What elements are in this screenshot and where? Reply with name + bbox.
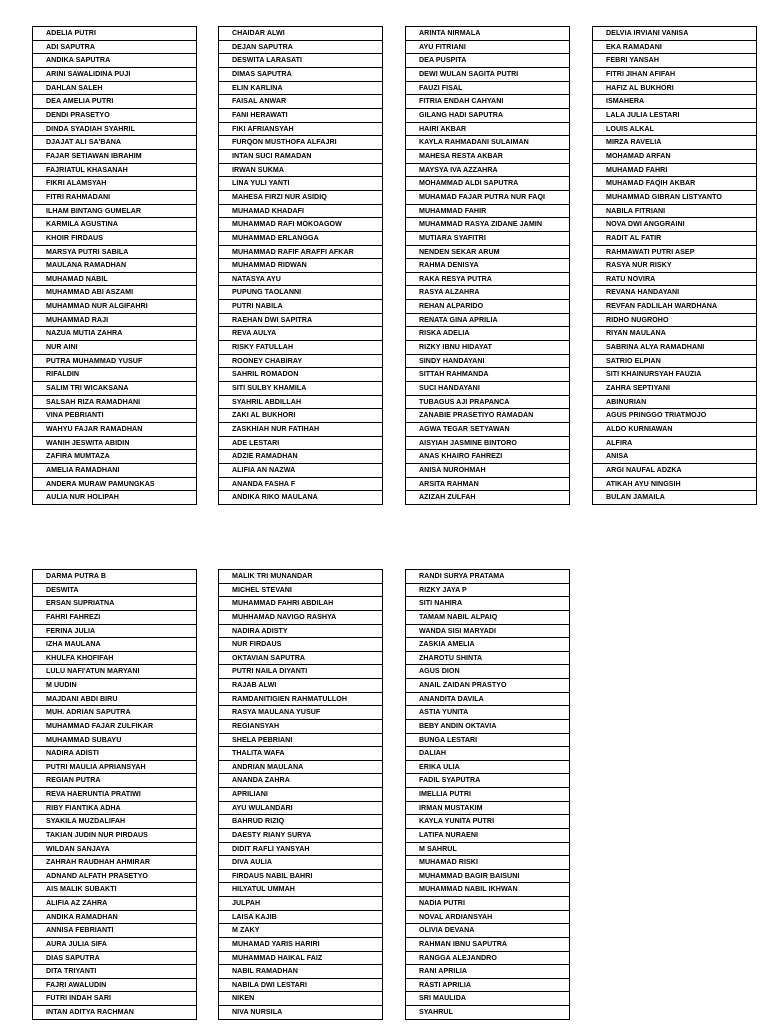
name-row: FANI HERAWATI	[219, 109, 382, 123]
name-row: FERINA JULIA	[33, 625, 196, 639]
name-row: ANDERA MURAW PAMUNGKAS	[33, 478, 196, 492]
name-row: ALIFIA AN NAZWA	[219, 464, 382, 478]
name-row: MUTIARA SYAFITRI	[406, 232, 569, 246]
name-row: RIBY FIANTIKA ADHA	[33, 802, 196, 816]
name-row: NENDEN SEKAR ARUM	[406, 246, 569, 260]
name-row: VINA PEBRIANTI	[33, 409, 196, 423]
name-row: M UUDIN	[33, 679, 196, 693]
name-row: MUH. ADRIAN SAPUTRA	[33, 706, 196, 720]
name-row: NABILA FITRIANI	[593, 205, 756, 219]
name-row: NOVAL ARDIANSYAH	[406, 911, 569, 925]
name-row: MUHAMMAD GIBRAN LISTYANTO	[593, 191, 756, 205]
name-row: RATU NOVIRA	[593, 273, 756, 287]
name-row: LAISA KAJIB	[219, 911, 382, 925]
name-row: HAIRI AKBAR	[406, 123, 569, 137]
name-row: BEBY ANDIN OKTAVIA	[406, 720, 569, 734]
name-row: FUTRI INDAH SARI	[33, 992, 196, 1006]
name-row: LOUIS ALKAL	[593, 123, 756, 137]
name-row: WAHYU FAJAR RAMADHAN	[33, 423, 196, 437]
name-row: MOHAMMAD ALDI SAPUTRA	[406, 177, 569, 191]
name-row: RAEHAN DWI SAPITRA	[219, 314, 382, 328]
name-row: LINA YULI YANTI	[219, 177, 382, 191]
name-column	[32, 26, 197, 505]
name-row: PUPUNG TAOLANNI	[219, 286, 382, 300]
name-row: ILHAM BINTANG GUMELAR	[33, 205, 196, 219]
name-row: WANDA SISI MARYADI	[406, 625, 569, 639]
name-row: ANAIL ZAIDAN PRASTYO	[406, 679, 569, 693]
name-row: ADZIE RAMADHAN	[219, 450, 382, 464]
name-row: SITTAH RAHMANDA	[406, 368, 569, 382]
name-row: FITRIA ENDAH CAHYANI	[406, 95, 569, 109]
name-row: DESWITA LARASATI	[219, 54, 382, 68]
name-row: ARGI NAUFAL ADZKA	[593, 464, 756, 478]
name-row: JULPAH	[219, 897, 382, 911]
name-row: NOVA DWI ANGGRAINI	[593, 218, 756, 232]
name-row: SALIM TRI WICAKSANA	[33, 382, 196, 396]
name-row: HILYATUL UMMAH	[219, 883, 382, 897]
name-column	[32, 569, 197, 1020]
name-row: ERSAN SUPRIATNA	[33, 597, 196, 611]
name-row: RADIT AL FATIR	[593, 232, 756, 246]
name-row: MUHAMMAD HAIKAL FAIZ	[219, 952, 382, 966]
name-row: AURA JULIA SIFA	[33, 938, 196, 952]
name-row: ANDRIAN MAULANA	[219, 761, 382, 775]
name-row: IRMAN MUSTAKIM	[406, 802, 569, 816]
name-row: FURQON MUSTHOFA ALFAJRI	[219, 136, 382, 150]
name-row: DELVIA IRVIANI VANISA	[593, 27, 756, 41]
name-row: MAYSYA IVA AZZAHRA	[406, 164, 569, 178]
name-row: NADIRA ADISTI	[33, 747, 196, 761]
name-row: ASTIA YUNITA	[406, 706, 569, 720]
name-row: IRWAN SUKMA	[219, 164, 382, 178]
name-column	[218, 26, 383, 505]
name-row: DJAJAT ALI SA'BANA	[33, 136, 196, 150]
name-column	[405, 569, 570, 1020]
name-row: MAJDANI ABDI BIRU	[33, 693, 196, 707]
name-row: ANISA NUROHMAH	[406, 464, 569, 478]
name-row: RIFALDIN	[33, 368, 196, 382]
name-row: MUHAMMAD SUBAYU	[33, 734, 196, 748]
name-row: IMELLIA PUTRI	[406, 788, 569, 802]
name-row: ABINURIAN	[593, 396, 756, 410]
name-row: MUHAMMAD FAHRI ABDILAH	[219, 597, 382, 611]
name-row: ZAKI AL BUKHORI	[219, 409, 382, 423]
name-row: ALDO KURNIAWAN	[593, 423, 756, 437]
name-row: APRILIANI	[219, 788, 382, 802]
name-row: FITRI JIHAN AFIFAH	[593, 68, 756, 82]
name-row: DENDI PRASETYO	[33, 109, 196, 123]
name-row: KHULFA KHOFIFAH	[33, 652, 196, 666]
name-row: MUHAMMAD RASYA ZIDANE JAMIN	[406, 218, 569, 232]
name-row: ANISA	[593, 450, 756, 464]
name-row: MUHAMMAD NUR ALGIFAHRI	[33, 300, 196, 314]
name-row: FAHRI FAHREZI	[33, 611, 196, 625]
name-row: SRI MAULIDA	[406, 992, 569, 1006]
name-row: PUTRA MUHAMMAD YUSUF	[33, 355, 196, 369]
name-row: SINDY HANDAYANI	[406, 355, 569, 369]
name-row: DEJAN SAPUTRA	[219, 41, 382, 55]
name-row: RAMDANITIGIEN RAHMATULLOH	[219, 693, 382, 707]
name-row: WANIH JESWITA ABIDIN	[33, 437, 196, 451]
name-row: ALFIRA	[593, 437, 756, 451]
name-row: NATASYA AYU	[219, 273, 382, 287]
name-row: ALIFIA AZ ZAHRA	[33, 897, 196, 911]
name-row: MUHAMMAD RAJI	[33, 314, 196, 328]
name-row: DESWITA	[33, 584, 196, 598]
name-row: MUHAMAD FAHRI	[593, 164, 756, 178]
name-row: DAHLAN SALEH	[33, 82, 196, 96]
name-row: ZAHRA SEPTIYANI	[593, 382, 756, 396]
name-row: MUHAMMAD ABI ASZAMI	[33, 286, 196, 300]
name-row: THALITA WAFA	[219, 747, 382, 761]
name-row: AGWA TEGAR SETYAWAN	[406, 423, 569, 437]
name-row: ARINTA NIRMALA	[406, 27, 569, 41]
name-row: TUBAGUS AJI PRAPANCA	[406, 396, 569, 410]
name-column	[405, 26, 570, 505]
name-column	[218, 569, 383, 1020]
name-row: ZHAROTU SHINTA	[406, 652, 569, 666]
name-row: ANNISA FEBRIANTI	[33, 924, 196, 938]
name-row: MARSYA PUTRI SABILA	[33, 246, 196, 260]
name-row: M SAHRUL	[406, 843, 569, 857]
name-row: SAHRIL ROMADON	[219, 368, 382, 382]
name-row: ERIKA ULIA	[406, 761, 569, 775]
name-row: SYAHRUL	[406, 1006, 569, 1020]
name-row: BAHRUD RIZIQ	[219, 815, 382, 829]
name-row: FIRDAUS NABIL BAHRI	[219, 870, 382, 884]
name-row: MIRZA RAVELIA	[593, 136, 756, 150]
name-row: BUNGA LESTARI	[406, 734, 569, 748]
name-row: FITRI RAHMADANI	[33, 191, 196, 205]
name-row: NABIL RAMADHAN	[219, 965, 382, 979]
name-row: AULIA NUR HOLIPAH	[33, 491, 196, 505]
name-row: PUTRI NAILA DIYANTI	[219, 665, 382, 679]
name-row: ROONEY CHABIRAY	[219, 355, 382, 369]
name-row: ANDIKA RIKO MAULANA	[219, 491, 382, 505]
name-row: RIDHO NUGROHO	[593, 314, 756, 328]
name-row: MUHAMAD KHADAFI	[219, 205, 382, 219]
name-row: MUHAMMAD NABIL IKHWAN	[406, 883, 569, 897]
name-row: MUHAMMAD FAJAR ZULFIKAR	[33, 720, 196, 734]
name-row: FAISAL ANWAR	[219, 95, 382, 109]
name-row: FIKI AFRIANSYAH	[219, 123, 382, 137]
name-row: PUTRI NABILA	[219, 300, 382, 314]
name-row: ZASKIA AMELIA	[406, 638, 569, 652]
name-row: RENATA GINA APRILIA	[406, 314, 569, 328]
name-row: MUHAMMAD FAHIR	[406, 205, 569, 219]
name-row: MUHAMMAD RAFI MOKOAGOW	[219, 218, 382, 232]
name-row: RISKA ADELIA	[406, 327, 569, 341]
name-row: DEA AMELIA PUTRI	[33, 95, 196, 109]
name-row: REVANA HANDAYANI	[593, 286, 756, 300]
name-row: SATRIO ELPIAN	[593, 355, 756, 369]
name-row: ANANDITA DAVILA	[406, 693, 569, 707]
name-row: HAFIZ AL BUKHORI	[593, 82, 756, 96]
name-row: AIS MALIK SUBAKTI	[33, 883, 196, 897]
name-row: AMELIA RAMADHANI	[33, 464, 196, 478]
name-row: DIDIT RAFLI YANSYAH	[219, 843, 382, 857]
name-row: DEWI WULAN SAGITA PUTRI	[406, 68, 569, 82]
name-row: LULU NAFI'ATUN MARYANI	[33, 665, 196, 679]
name-row: MAULANA RAMADHAN	[33, 259, 196, 273]
name-row: NIKEN	[219, 992, 382, 1006]
name-row: SYAHRIL ABDILLAH	[219, 396, 382, 410]
name-row: LALA JULIA LESTARI	[593, 109, 756, 123]
name-row: MUHAMAD NABIL	[33, 273, 196, 287]
name-row: RASYA ALZAHRA	[406, 286, 569, 300]
name-row: DIAS SAPUTRA	[33, 952, 196, 966]
name-row: RIZKY JAYA P	[406, 584, 569, 598]
name-row: M ZAKY	[219, 924, 382, 938]
name-row: FAUZI FISAL	[406, 82, 569, 96]
name-row: MUHHAMAD NAVIGO RASHYA	[219, 611, 382, 625]
name-row: RASYA NUR RISKY	[593, 259, 756, 273]
name-row: NABILA DWI LESTARI	[219, 979, 382, 993]
name-row: RAHMAN IBNU SAPUTRA	[406, 938, 569, 952]
name-row: DIMAS SAPUTRA	[219, 68, 382, 82]
name-row: RANI APRILIA	[406, 965, 569, 979]
name-row: KAYLA YUNITA PUTRI	[406, 815, 569, 829]
name-row: REVFAN FADLILAH WARDHANA	[593, 300, 756, 314]
name-row: OLIVIA DEVANA	[406, 924, 569, 938]
name-row: ATIKAH AYU NINGSIH	[593, 478, 756, 492]
name-row: AGUS DION	[406, 665, 569, 679]
name-row: RASYA MAULANA YUSUF	[219, 706, 382, 720]
name-row: SITI SULBY KHAMILA	[219, 382, 382, 396]
name-row: NADIRA ADISTY	[219, 625, 382, 639]
name-row: SABRINA ALYA RAMADHANI	[593, 341, 756, 355]
name-row: MICHEL STEVANI	[219, 584, 382, 598]
name-row: DAESTY RIANY SURYA	[219, 829, 382, 843]
name-row: MUHAMMAD BAGIR BAISUNI	[406, 870, 569, 884]
name-row: DINDA SYADIAH SYAHRIL	[33, 123, 196, 137]
name-row: ANDIKA RAMADHAN	[33, 911, 196, 925]
name-row: FAJRIATUL KHASANAH	[33, 164, 196, 178]
name-row: ZASKHIAH NUR FATIHAH	[219, 423, 382, 437]
name-row: NIVA NURSILA	[219, 1006, 382, 1020]
name-row: KHOIR FIRDAUS	[33, 232, 196, 246]
name-row: ADE LESTARI	[219, 437, 382, 451]
name-row: RIYAN MAULANA	[593, 327, 756, 341]
name-row: ZAHRAH RAUDHAH AHMIRAR	[33, 856, 196, 870]
name-row: ANAS KHAIRO FAHREZI	[406, 450, 569, 464]
name-row: DALIAH	[406, 747, 569, 761]
name-row: REGIANSYAH	[219, 720, 382, 734]
name-row: INTAN SUCI RAMADAN	[219, 150, 382, 164]
name-row: MUHAMMAD ERLANGGA	[219, 232, 382, 246]
name-row: NUR FIRDAUS	[219, 638, 382, 652]
name-row: TAKIAN JUDIN NUR PIRDAUS	[33, 829, 196, 843]
name-row: MUHAMAD FAQIH AKBAR	[593, 177, 756, 191]
name-row: SITI NAHIRA	[406, 597, 569, 611]
name-row: MALIK TRI MUNANDAR	[219, 570, 382, 584]
name-row: ZANABIE PRASETIYO RAMADAN	[406, 409, 569, 423]
name-row: RASTI APRILIA	[406, 979, 569, 993]
name-row: RAHMA DENISYA	[406, 259, 569, 273]
name-row: FAJAR SETIAWAN IBRAHIM	[33, 150, 196, 164]
name-row: FEBRI YANSAH	[593, 54, 756, 68]
name-row: REVA HAERUNTIA PRATIWI	[33, 788, 196, 802]
name-row: MUHAMMAD RAFIF ARAFFI AFKAR	[219, 246, 382, 260]
name-row: RAJAB ALWI	[219, 679, 382, 693]
name-row: GILANG HADI SAPUTRA	[406, 109, 569, 123]
name-row: KAYLA RAHMADANI SULAIMAN	[406, 136, 569, 150]
name-row: BULAN JAMAILA	[593, 491, 756, 505]
name-row: DIVA AULIA	[219, 856, 382, 870]
name-row: MAHESA RESTA AKBAR	[406, 150, 569, 164]
name-row: OKTAVIAN SAPUTRA	[219, 652, 382, 666]
name-row: RIZKY IBNU HIDAYAT	[406, 341, 569, 355]
name-row: SYAKILA MUZDALIFAH	[33, 815, 196, 829]
name-row: ADELIA PUTRI	[33, 27, 196, 41]
name-row: RAKA RESYA PUTRA	[406, 273, 569, 287]
name-row: SUCI HANDAYANI	[406, 382, 569, 396]
name-row: PUTRI MAULIA APRIANSYAH	[33, 761, 196, 775]
name-row: EKA RAMADANI	[593, 41, 756, 55]
name-row: ANANDA ZAHRA	[219, 774, 382, 788]
name-row: DITA TRIYANTI	[33, 965, 196, 979]
name-row: DEA PUSPITA	[406, 54, 569, 68]
name-row: CHAIDAR ALWI	[219, 27, 382, 41]
name-row: MUHAMAD FAJAR PUTRA NUR FAQI	[406, 191, 569, 205]
name-row: MOHAMAD ARFAN	[593, 150, 756, 164]
name-row: RANGGA ALEJANDRO	[406, 952, 569, 966]
name-row: FIKRI ALAMSYAH	[33, 177, 196, 191]
name-row: SITI KHAINURSYAH FAUZIA	[593, 368, 756, 382]
name-row: LATIFA NURAENI	[406, 829, 569, 843]
name-row: INTAN ADITYA RACHMAN	[33, 1006, 196, 1020]
name-row: ELIN KARLINA	[219, 82, 382, 96]
name-row: ADNAND ALFATH PRASETYO	[33, 870, 196, 884]
name-row: IZHA MAULANA	[33, 638, 196, 652]
name-row: ARSITA RAHMAN	[406, 478, 569, 492]
name-row: AISYIAH JASMINE BINTORO	[406, 437, 569, 451]
name-row: MUHAMAD RISKI	[406, 856, 569, 870]
name-row: FAJRI AWALUDIN	[33, 979, 196, 993]
name-row: ADI SAPUTRA	[33, 41, 196, 55]
name-row: ISMAHERA	[593, 95, 756, 109]
name-row: AYU FITRIANI	[406, 41, 569, 55]
name-column	[592, 26, 757, 505]
name-row: FADIL SYAPUTRA	[406, 774, 569, 788]
name-row: NAZUA MUTIA ZAHRA	[33, 327, 196, 341]
name-row: NADIA PUTRI	[406, 897, 569, 911]
name-row: ARINI SAWALIDINA PUJI	[33, 68, 196, 82]
name-row: TAMAM NABIL ALPAIQ	[406, 611, 569, 625]
name-row: NUR AINI	[33, 341, 196, 355]
name-row: RISKY FATULLAH	[219, 341, 382, 355]
name-row: RANDI SURYA PRATAMA	[406, 570, 569, 584]
name-row: REVA AULYA	[219, 327, 382, 341]
name-row: WILDAN SANJAYA	[33, 843, 196, 857]
name-row: ZAFIRA MUMTAZA	[33, 450, 196, 464]
name-row: REGIAN PUTRA	[33, 774, 196, 788]
name-row: RAHMAWATI PUTRI ASEP	[593, 246, 756, 260]
name-row: MUHAMAD YARIS HARIRI	[219, 938, 382, 952]
name-row: MUHAMMAD RIDWAN	[219, 259, 382, 273]
name-row: KARMILA AGUSTINA	[33, 218, 196, 232]
name-row: AGUS PRINGGO TRIATMOJO	[593, 409, 756, 423]
name-row: ANDIKA SAPUTRA	[33, 54, 196, 68]
name-row: SHELA PEBRIANI	[219, 734, 382, 748]
name-row: ANANDA FASHA F	[219, 478, 382, 492]
name-row: MAHESA FIRZI NUR ASIDIQ	[219, 191, 382, 205]
name-row: SALSAH RIZA RAMADHANI	[33, 396, 196, 410]
name-row: DARMA PUTRA B	[33, 570, 196, 584]
name-row: AYU WULANDARI	[219, 802, 382, 816]
name-row: REHAN ALPARIDO	[406, 300, 569, 314]
name-row: AZIZAH ZULFAH	[406, 491, 569, 505]
